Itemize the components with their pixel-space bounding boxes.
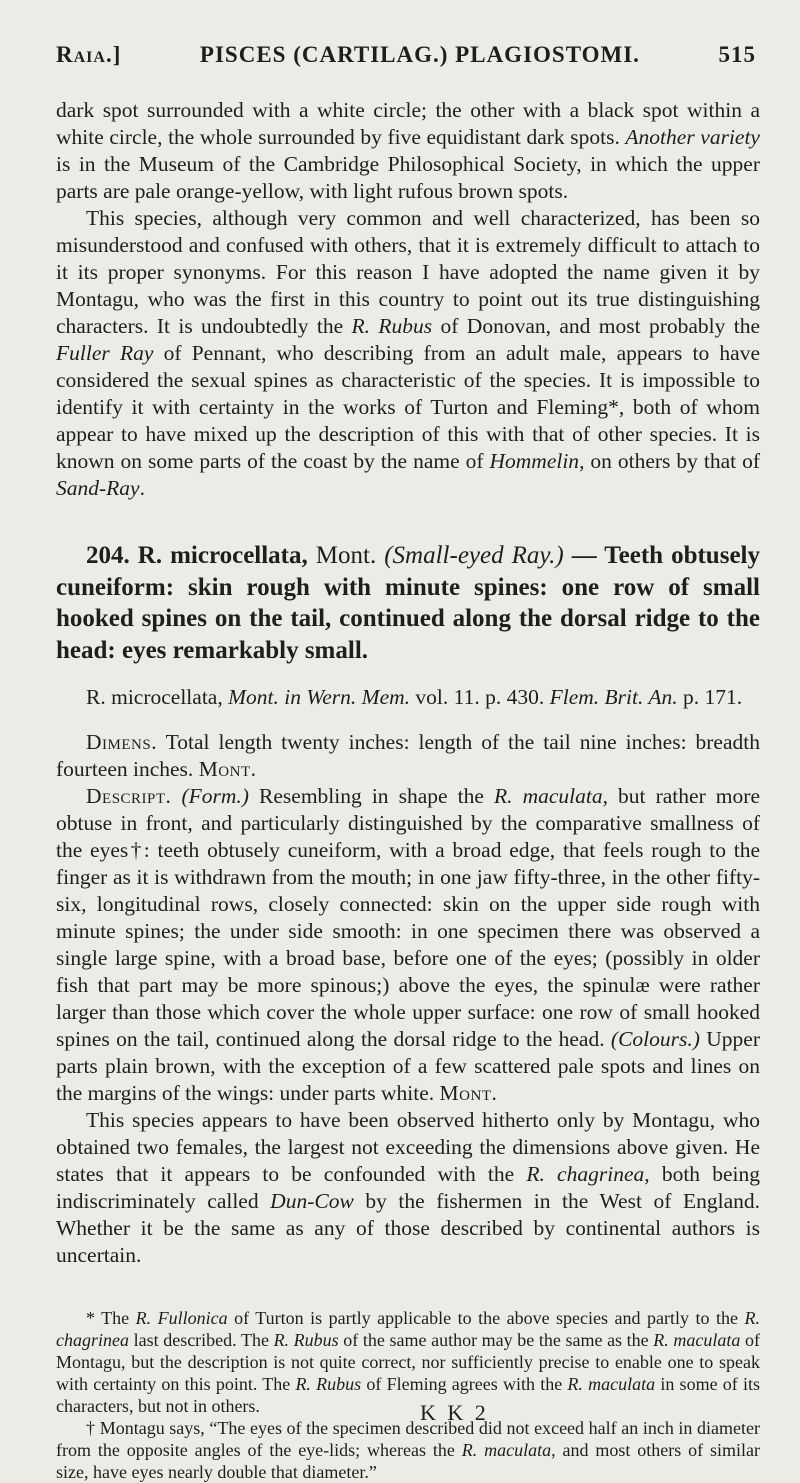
footnote-dagger: † Montagu says, “The eyes of the specimen described did not exceed half an inch in diameter from the opposite angles of the eye-lids; whereas the R. maculata, and most others of similar size, have eyes nearly double that diameter.” — [56, 1418, 760, 1482]
synonym-reference: R. microcellata, Mont. in Wern. Mem. vol. 11. p. 430. Flem. Brit. An. p. 171. — [86, 685, 743, 709]
running-header — [56, 42, 756, 68]
species-heading: 204. R. microcellata, Mont. (Small-eyed Ray.) — Teeth obtusely cuneiform: skin rough with minute spines: one row of small hooked spines on the tail, continued along the dorsal ridge to the head: eyes remarkably small. — [56, 542, 760, 664]
paragraph-synonyms: This species, although very common and well characterized, has been so misunderstood and confused with others, that it is extremely difficult to attach to it its proper synonyms. For this reason I have adopted the name given it by Montagu, who was the first in this country to point out its true distinguishing characters. It is undoubtedly the R. Rubus of Donovan, and most probably the Fuller Ray of Pennant, who describing from an adult male, appears to have considered the sexual spines as characteristic of the species. It is impossible to identify it with certainty in the works of Turton and Fleming*, both of whom appear to have mixed up the description of this with that of other species. It is known on some parts of the coast by the name of Hommelin, on others by that of Sand-Ray. — [56, 206, 760, 500]
description-paragraph: Descript. (Form.) Resembling in shape the R. maculata, but rather more obtuse in front, and particularly distinguished by the comparative smallness of the eyes†: teeth obtusely cuneiform, with a broad edge, that feels rough to the finger as it is withdrawn from the mouth; in one jaw fifty-three, in the other fifty-six, longitudinal rows, closely connected: skin on the upper side rough with minute spines; the under side smooth: in one specimen there was observed a single large spine, with a broad base, before one of the eyes; (possibly in older fish that part may be more spinous;) above the eyes, the spinulæ were rather larger than those which cover the whole upper surface: one row of small hooked spines on the tail, continued along the dorsal ridge to the head. (Colours.) Upper parts plain brown, with the exception of a few scattered pale spots and lines on the margins of the wings: under parts white. Mont. — [56, 784, 760, 1105]
page-number: 515 — [718, 42, 756, 67]
paragraph-variety: dark spot surrounded with a white circle; the other with a black spot within a white circle, the whole surrounded by five equidistant dark spots. Another variety is in the Museum of the Cambridge Philosophical Society, in which the upper parts are pale orange-yellow, with light rufous brown spots. — [56, 98, 760, 203]
header-section: Raia.] — [56, 42, 122, 67]
page-body — [56, 97, 760, 1483]
dimensions-paragraph: Dimens. Total length twenty inches: length of the tail nine inches: breadth fourteen inches. Mont. — [56, 730, 760, 781]
header-title: PISCES (CARTILAG.) PLAGIOSTOMI. — [199, 42, 640, 67]
paragraph-observations: This species appears to have been observed hitherto only by Montagu, who obtained two females, the largest not exceeding the dimensions above given. He states that it appears to be confounded with the R. chagrinea, both being indiscriminately called Dun-Cow by the fishermen in the West of England. Whether it be the same as any of those described by continental authors is uncertain. — [56, 1108, 761, 1267]
footnote-asterisk: * The R. Fullonica of Turton is partly applicable to the above species and partly to the R. chagrinea last described. The R. Rubus of the same author may be the same as the R. maculata of Montagu, but the description is not quite correct, nor sufficiently precise to enable one to speak with certainty on this point. The R. Rubus of Fleming agrees with the R. maculata in some of its characters, but not in others. — [56, 1308, 760, 1416]
signature-mark: K K 2 — [420, 1400, 489, 1425]
